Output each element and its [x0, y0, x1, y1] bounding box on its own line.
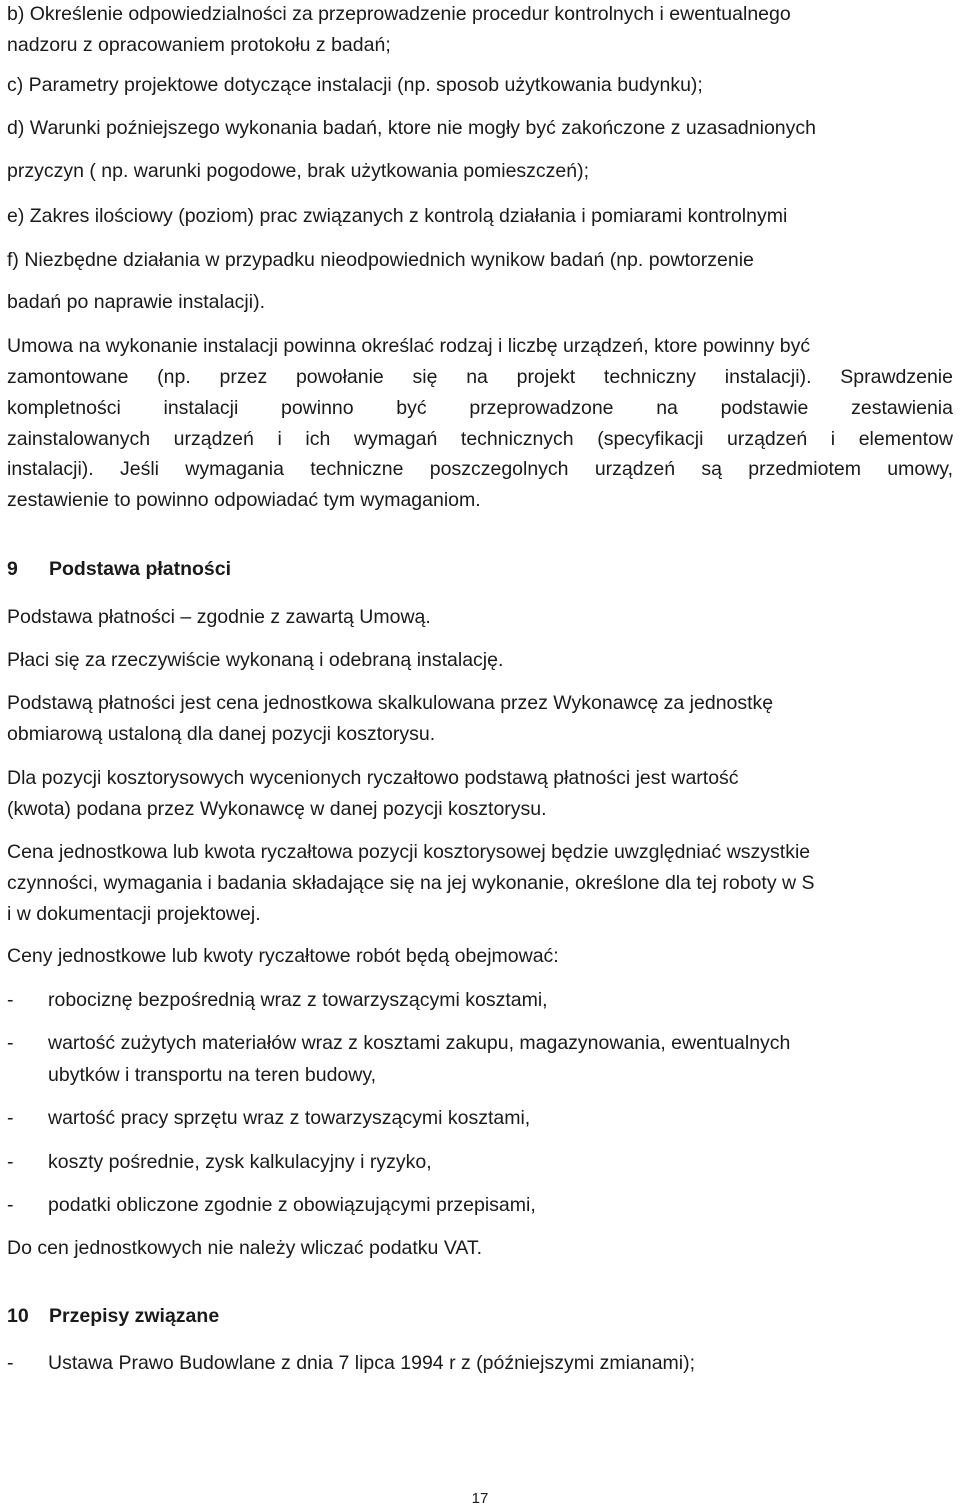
section-9-line10: Ceny jednostkowe lub kwoty ryczałtowe robót będą obejmować:: [7, 945, 559, 967]
bullet-item-continuation: ubytków i transportu na teren budowy,: [48, 1064, 377, 1086]
section-9-line2: Płaci się za rzeczywiście wykonaną i odebraną instalację.: [7, 649, 504, 671]
section-9-heading: [7, 557, 231, 581]
section-9-line7: Cena jednostkowa lub kwota ryczałtowa pozycji kosztorysowej będzie uwzględniać wszystkie: [7, 841, 811, 863]
list-item-f-line2: badań po naprawie instalacji).: [7, 291, 265, 313]
list-item-c: c) Parametry projektowe dotyczące instalacji (np. sposob użytkowania budynku);: [7, 74, 703, 96]
section-9-line3: Podstawą płatności jest cena jednostkowa skalkulowana przez Wykonawcę za jednostkę: [7, 692, 774, 714]
bullet-marker: -: [7, 1032, 14, 1054]
paragraph-umowa-line5: instalacji). Jeśli wymagania techniczne poszczegolnych urządzeń są przedmiotem umowy,: [7, 458, 953, 480]
paragraph-umowa-line2: zamontowane (np. przez powołanie się na projekt techniczny instalacji). Sprawdzenie: [7, 366, 953, 388]
section-9-line1: Podstawa płatności – zgodnie z zawartą Umową.: [7, 606, 431, 628]
section-9-closing: Do cen jednostkowych nie należy wliczać podatku VAT.: [7, 1237, 483, 1259]
bullet-marker: -: [7, 1107, 14, 1129]
section-10-heading: [7, 1304, 219, 1328]
section-9-line8: czynności, wymagania i badania składające się na jej wykonanie, określone dla tej roboty w S: [7, 872, 815, 894]
paragraph-umowa-line1: Umowa na wykonanie instalacji powinna określać rodzaj i liczbę urządzeń, ktore powinny być: [7, 335, 811, 357]
bullet-marker: -: [7, 1151, 14, 1173]
bullet-item: koszty pośrednie, zysk kalkulacyjny i ryzyko,: [48, 1151, 432, 1173]
bullet-item: podatki obliczone zgodnie z obowiązującymi przepisami,: [48, 1194, 536, 1216]
list-item-d-line2: przyczyn ( np. warunki pogodowe, brak użytkowania pomieszczeń);: [7, 160, 590, 182]
section-9-line5: Dla pozycji kosztorysowych wycenionych ryczałtowo podstawą płatności jest wartość: [7, 767, 739, 789]
page-number: 17: [471, 1490, 489, 1507]
list-item-e: e) Zakres ilościowy (poziom) prac związanych z kontrolą działania i pomiarami kontrolnymi: [7, 205, 788, 227]
section-9-line4: obmiarową ustaloną dla danej pozycji kosztorysu.: [7, 723, 436, 745]
bullet-item: Ustawa Prawo Budowlane z dnia 7 lipca 1994 r z (późniejszymi zmianami);: [48, 1352, 696, 1374]
list-item-b-line2: nadzoru z opracowaniem protokołu z badań;: [7, 34, 391, 56]
bullet-item: wartość zużytych materiałów wraz z kosztami zakupu, magazynowania, ewentualnych: [48, 1032, 791, 1054]
paragraph-umowa-line4: zainstalowanych urządzeń i ich wymagań technicznych (specyfikacji urządzeń i elementow: [7, 428, 953, 450]
list-item-b-line1: b) Określenie odpowiedzialności za przeprowadzenie procedur kontrolnych i ewentualnego: [7, 3, 791, 25]
paragraph-umowa-line3: kompletności instalacji powinno być przeprowadzone na podstawie zestawienia: [7, 397, 953, 419]
bullet-item: wartość pracy sprzętu wraz z towarzyszącymi kosztami,: [48, 1107, 531, 1129]
bullet-marker: -: [7, 1194, 14, 1216]
section-9-line6: (kwota) podana przez Wykonawcę w danej pozycji kosztorysu.: [7, 798, 547, 820]
paragraph-umowa-line6: zestawienie to powinno odpowiadać tym wymaganiom.: [7, 489, 481, 511]
list-item-f-line1: f) Niezbędne działania w przypadku nieodpowiednich wynikow badań (np. powtorzenie: [7, 249, 754, 271]
section-10-title: Przepisy związane: [49, 1305, 220, 1327]
list-item-d-line1: d) Warunki poźniejszego wykonania badań, ktore nie mogły być zakończone z uzasadnionych: [7, 117, 816, 139]
bullet-item: robociznę bezpośrednią wraz z towarzyszącymi kosztami,: [48, 989, 548, 1011]
section-9-line9: i w dokumentacji projektowej.: [7, 903, 261, 925]
bullet-marker: -: [7, 989, 14, 1011]
section-10-number: 10: [7, 1305, 29, 1327]
section-9-number: 9: [7, 558, 18, 580]
section-9-title: Podstawa płatności: [49, 558, 232, 580]
bullet-marker: -: [7, 1352, 14, 1374]
